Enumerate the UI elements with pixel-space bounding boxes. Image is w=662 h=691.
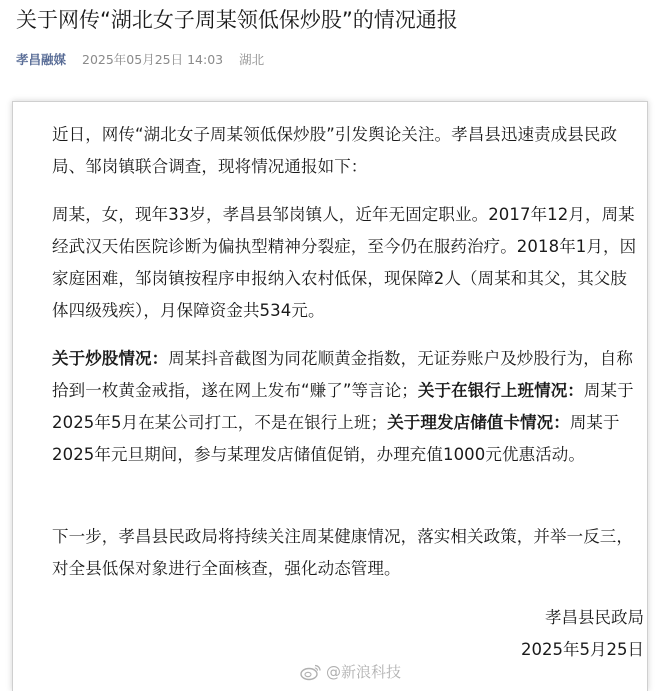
finding-heading-stocks: 关于炒股情况： [52,349,169,368]
watermark [300,661,401,682]
source-account-link[interactable]: 孝昌融媒 [16,52,67,67]
finding-text-stocks: 周某抖音截图为同花顺黄金指数，无证券账户及炒股行为，自称拾到一枚黄金戒指，遂在网上发布“赚了”等言论； [52,349,634,400]
finding-heading-bank: 关于在银行上班情况： [417,381,584,400]
article-meta [16,50,264,68]
notice-paragraph-next-steps: 下一步，孝昌县民政局将持续关注周某健康情况，落实相关政策，并举一反三，对全县低保对象进行全面核查，强化动态管理。 [52,527,633,578]
publish-time: 2025年05月25日 14:03 [82,52,224,67]
finding-heading-salon: 关于理发店储值卡情况： [387,413,570,432]
notice-signature: 孝昌县民政局 [545,608,644,627]
watermark-text: @新浪科技 [326,663,402,681]
weibo-icon [300,663,322,681]
publish-location: 湖北 [239,52,265,67]
notice-paragraph-intro: 近日，网传“湖北女子周某领低保炒股”引发舆论关注。孝昌县迅速责成县民政局、邹岗镇联合调查，现将情况通报如下： [52,125,618,176]
notice-paragraph-background: 周某，女，现年33岁，孝昌县邹岗镇人，近年无固定职业。2017年12月，周某经武汉天佑医院诊断为偏执型精神分裂症，至今仍在服药治疗。2018年1月，因家庭困难，邹岗镇按程序申报纳入农村低保，现保障2人（周某和其父，其父肢体四级残疾），月保障资金共534元。 [52,205,637,320]
notice-paragraph-findings [52,343,642,471]
notice-date: 2025年5月25日 [521,640,644,659]
finding-text-bank: 周某于2025年5月在某公司打工，不是在银行上班； [52,381,634,432]
finding-text-salon: 周某于2025年元旦期间，参与某理发店储值促销，办理充值1000元优惠活动。 [52,413,620,464]
article-title: 关于网传“湖北女子周某领低保炒股”的情况通报 [16,8,458,32]
